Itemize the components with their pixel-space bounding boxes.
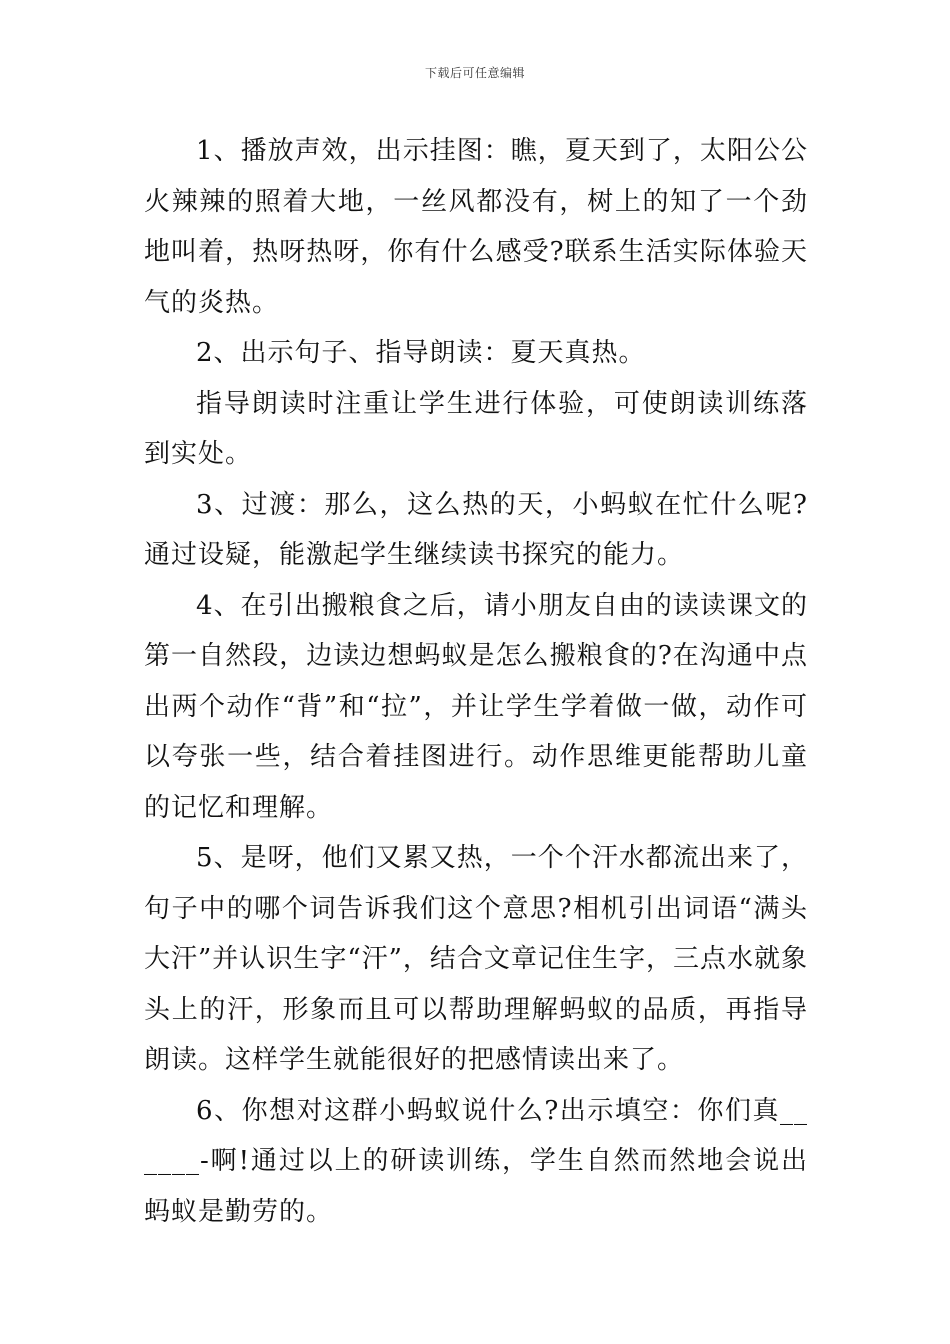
paragraph-step-2: 2、出示句子、指导朗读：夏天真热。 xyxy=(196,338,646,368)
document-body xyxy=(144,126,808,1237)
paragraph-step-6: 6、你想对这群小蚂蚁说什么?出示填空：你们真______-啊!通过以上的研读训练，学生自然而然地会说出蚂蚁是勤劳的。 xyxy=(144,1095,808,1227)
paragraph-guidance-note: 指导朗读时注重让学生进行体验，可使朗读训练落到实处。 xyxy=(144,388,808,469)
paragraph-step-5: 5、是呀，他们又累又热，一个个汗水都流出来了，句子中的哪个词告诉我们这个意思?相机引出词语“满头大汗”并认识生字“汗”，结合文章记住生字，三点水就象头上的汗，形象而且可以帮助理解蚂蚁的品质，再指导朗读。这样学生就能很好的把感情读出来了。 xyxy=(144,843,808,1075)
paragraph-step-3: 3、过渡：那么，这么热的天，小蚂蚁在忙什么呢?通过设疑，能激起学生继续读书探究的能力。 xyxy=(144,489,808,570)
paragraph-step-4: 4、在引出搬粮食之后，请小朋友自由的读读课文的第一自然段，边读边想蚂蚁是怎么搬粮食的?在沟通中点出两个动作“背”和“拉”，并让学生学着做一做，动作可以夸张一些，结合着挂图进行。动作思维更能帮助儿童的记忆和理解。 xyxy=(144,590,808,823)
page-header: 下载后可任意编辑 xyxy=(424,66,525,80)
paragraph-step-1: 1、播放声效，出示挂图：瞧，夏天到了，太阳公公火辣辣的照着大地，一丝风都没有，树上的知了一个劲地叫着，热呀热呀，你有什么感受?联系生活实际体验天气的炎热。 xyxy=(144,136,808,318)
